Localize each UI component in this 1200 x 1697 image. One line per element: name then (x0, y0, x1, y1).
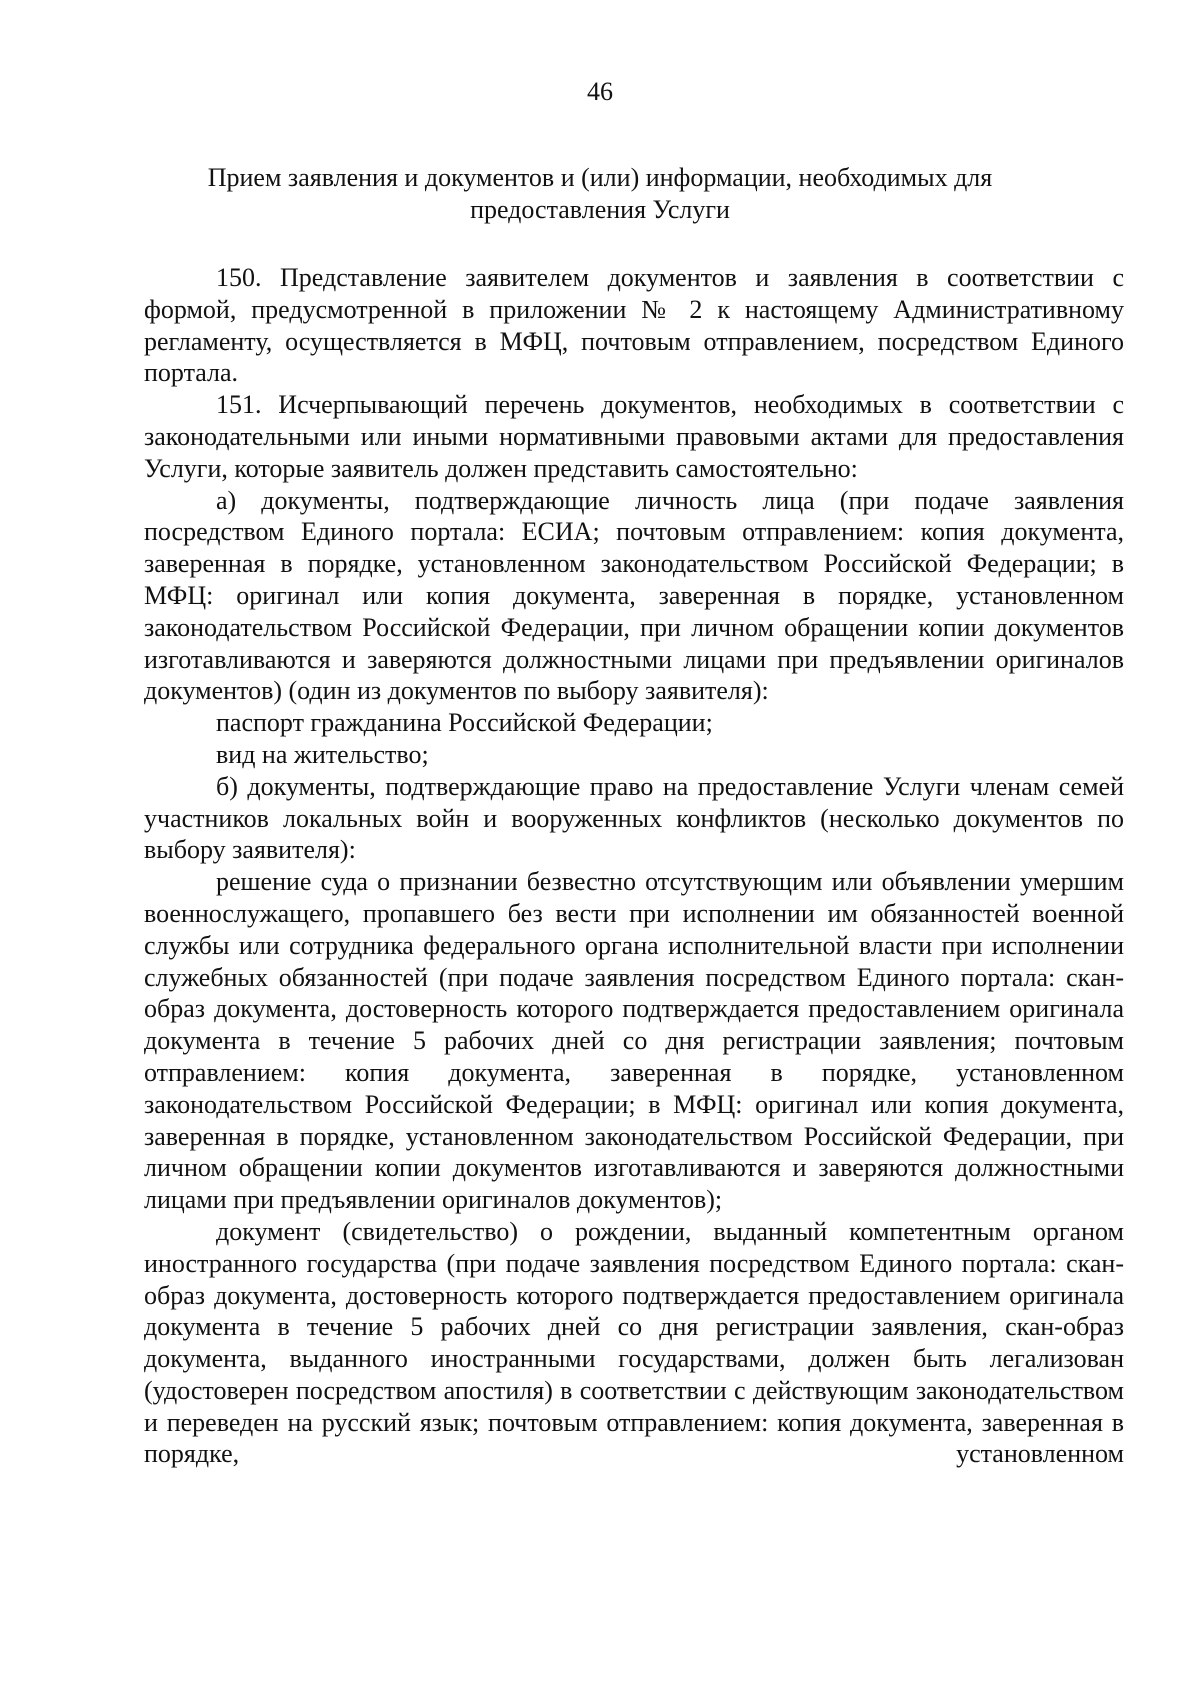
paragraph-court-decision: решение суда о признании безвестно отсутствующим или объявлении умершим военнослужащего, пропавшего без вести при исполнении им обязанностей военной службы или сотрудника федерального органа исполнительной власти при исполнении служебных обязанностей (при подаче заявления посредством Единого портала: скан-образ документа, достоверность которого подтверждается предоставлением оригинала документа в течение 5 рабочих дней со дня регистрации заявления; почтовым отправлением: копия документа, заверенная в порядке, установленном законодательством Российской Федерации; в МФЦ: оригинал или копия документа, заверенная в порядке, установленном законодательством Российской Федерации, при личном обращении копии документов изготавливаются и заверяются должностными лицами при предъявлении оригиналов документов); (144, 867, 1124, 1215)
paragraph-151: 151. Исчерпывающий перечень документов, необходимых в соответствии с законодательными или иными нормативными правовыми актами для предоставления Услуги, которые заявитель должен представить самостоятельно: (144, 390, 1124, 483)
paragraph-item-a: а) документы, подтверждающие личность лица (при подаче заявления посредством Единого портала: ЕСИА; почтовым отправлением: копия документа, заверенная в порядке, установленном законодательством Российской Федерации; в МФЦ: оригинал или копия документа, заверенная в порядке, установленном законодательством Российской Федерации, при личном обращении копии документов изготавливаются и заверяются должностными лицами при предъявлении оригиналов документов) (один из документов по выбору заявителя): (144, 485, 1124, 706)
section-heading-line-1: Прием заявления и документов и (или) информации, необходимых для (207, 163, 993, 192)
paragraph-birth-certificate: документ (свидетельство) о рождении, выданный компетентным органом иностранного государства (при подаче заявления посредством Единого портала: скан-образ документа, достоверность которого подтверждается предоставлением оригинала документа в течение 5 рабочих дней со дня регистрации заявления, скан-образ документа, выданного иностранными государствами, должен быть легализован (удостоверен посредством апостиля) в соответствии с действующим законодательством и переведен на русский язык; почтовым отправлением: копия документа, заверенная в порядке, установленном (144, 1216, 1124, 1469)
document-body (144, 262, 1124, 1470)
section-heading (180, 162, 1020, 226)
paragraph-item-b: б) документы, подтверждающие право на предоставление Услуги членам семей участников локальных войн и вооруженных конфликтов (несколько документов по выбору заявителя): (144, 771, 1124, 865)
page-number: 46 (587, 77, 613, 106)
section-heading-line-2: предоставления Услуги (470, 195, 730, 224)
paragraph-150: 150. Представление заявителем документов и заявления в соответствии с формой, предусмотренной в приложении № 2 к настоящему Административному регламенту, осуществляется в МФЦ, почтовым отправлением, посредством Единого портала. (144, 263, 1124, 388)
paragraph-passport: паспорт гражданина Российской Федерации; (216, 708, 713, 738)
paragraph-residence-permit: вид на жительство; (216, 739, 429, 769)
